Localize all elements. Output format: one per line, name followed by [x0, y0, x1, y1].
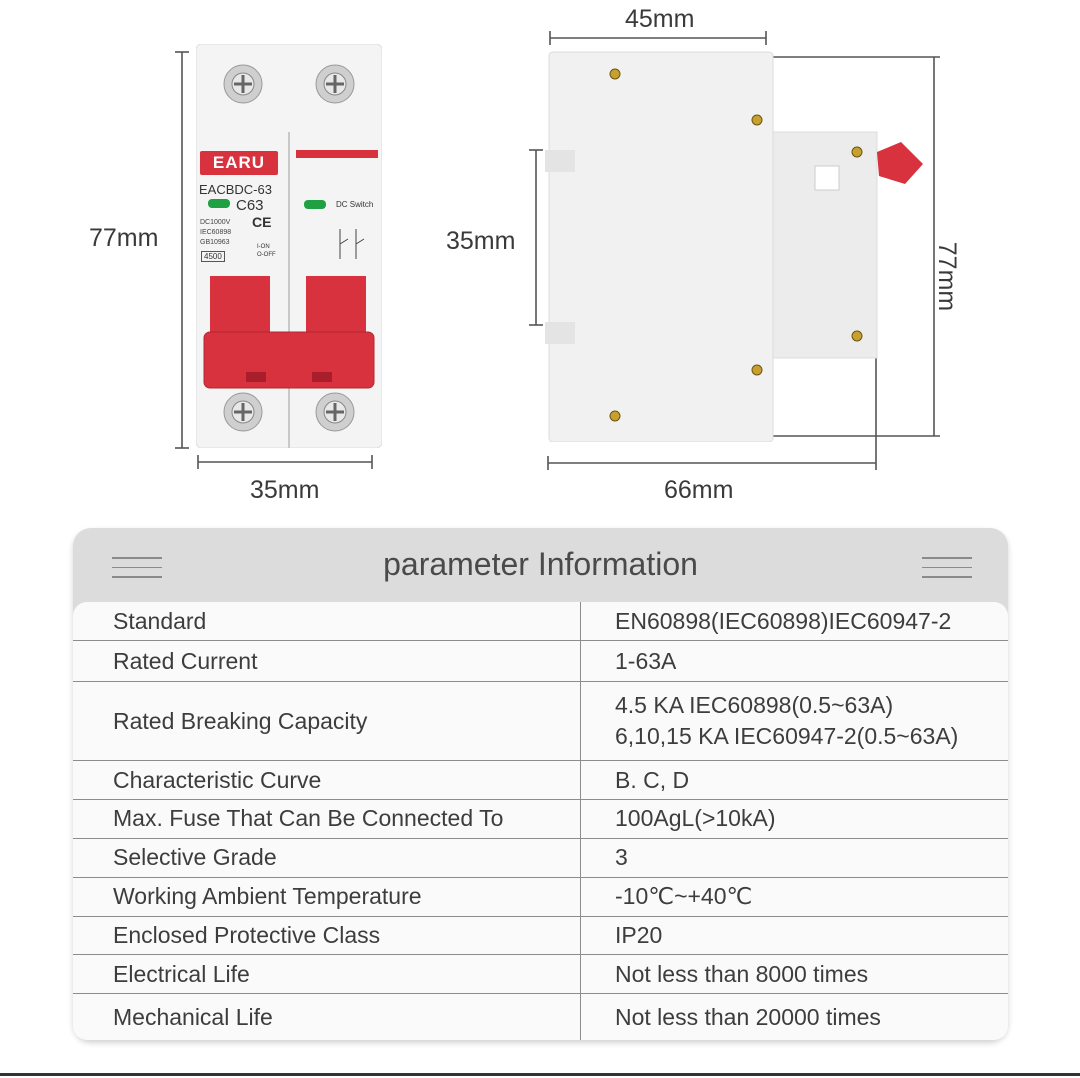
front-height-label: 77mm	[89, 224, 159, 252]
param-label: Enclosed Protective Class	[73, 916, 581, 955]
table-row	[73, 994, 1008, 1040]
parameter-table	[73, 602, 1008, 1040]
side-top-width-label: 45mm	[625, 5, 695, 33]
model-label: EACBDC-63	[199, 182, 272, 197]
param-value: Not less than 20000 times	[615, 1003, 881, 1030]
dc-switch-label: DC Switch	[336, 200, 374, 209]
param-value: 100AgL(>10kA)	[581, 799, 1009, 838]
side-din-height-label: 35mm	[446, 227, 516, 255]
menu-lines-icon	[112, 557, 162, 579]
table-row	[73, 877, 1008, 916]
param-label: Rated Current	[73, 641, 581, 682]
table-row	[73, 955, 1008, 994]
param-label: Rated Breaking Capacity	[73, 682, 581, 761]
table-title: parameter Information	[383, 546, 698, 582]
param-label: Electrical Life	[73, 955, 581, 994]
param-value: IP20	[581, 916, 1009, 955]
front-width-label: 35mm	[250, 476, 320, 504]
table-row	[73, 682, 1008, 761]
table-row	[73, 602, 1008, 641]
menu-lines-icon	[922, 557, 972, 579]
brand-logo: EARU	[200, 151, 278, 175]
side-depth-label: 66mm	[664, 476, 734, 504]
param-value: 4.5 KA IEC60898(0.5~63A) 6,10,15 KA IEC60947-2(0.5~63A)	[581, 682, 1009, 761]
param-value: EN60898(IEC60898)IEC60947-2	[581, 602, 1009, 641]
bottom-divider	[0, 1073, 1080, 1076]
ce-mark: CE	[252, 214, 272, 230]
rating-label: C63	[236, 197, 264, 214]
param-value: 3	[581, 838, 1009, 877]
param-label: Characteristic Curve	[73, 761, 581, 800]
table-row	[73, 799, 1008, 838]
param-label: Selective Grade	[73, 838, 581, 877]
param-label: Standard	[73, 602, 581, 641]
table-row	[73, 838, 1008, 877]
voltage-label: DC1000V	[200, 219, 231, 226]
table-row	[73, 916, 1008, 955]
std1-label: IEC60898	[200, 229, 232, 236]
breaker-side-view	[545, 46, 935, 442]
breaker-front-view	[196, 44, 382, 448]
table-row	[73, 641, 1008, 682]
capacity-label: 4500	[201, 251, 225, 262]
side-height-label: 77mm	[933, 241, 962, 312]
param-label: Max. Fuse That Can Be Connected To	[73, 799, 581, 838]
param-value: 1-63A	[581, 641, 1009, 682]
param-label: Working Ambient Temperature	[73, 877, 581, 916]
param-label: Mechanical Life	[73, 994, 581, 1040]
std2-label: GB10963	[200, 239, 230, 246]
on-off-labels: I-ON O-OFF	[257, 244, 276, 258]
param-value: Not less than 8000 times	[581, 955, 1009, 994]
param-value: B. C, D	[581, 761, 1009, 800]
table-row	[73, 761, 1008, 800]
param-value: -10℃~+40℃	[581, 877, 1009, 916]
